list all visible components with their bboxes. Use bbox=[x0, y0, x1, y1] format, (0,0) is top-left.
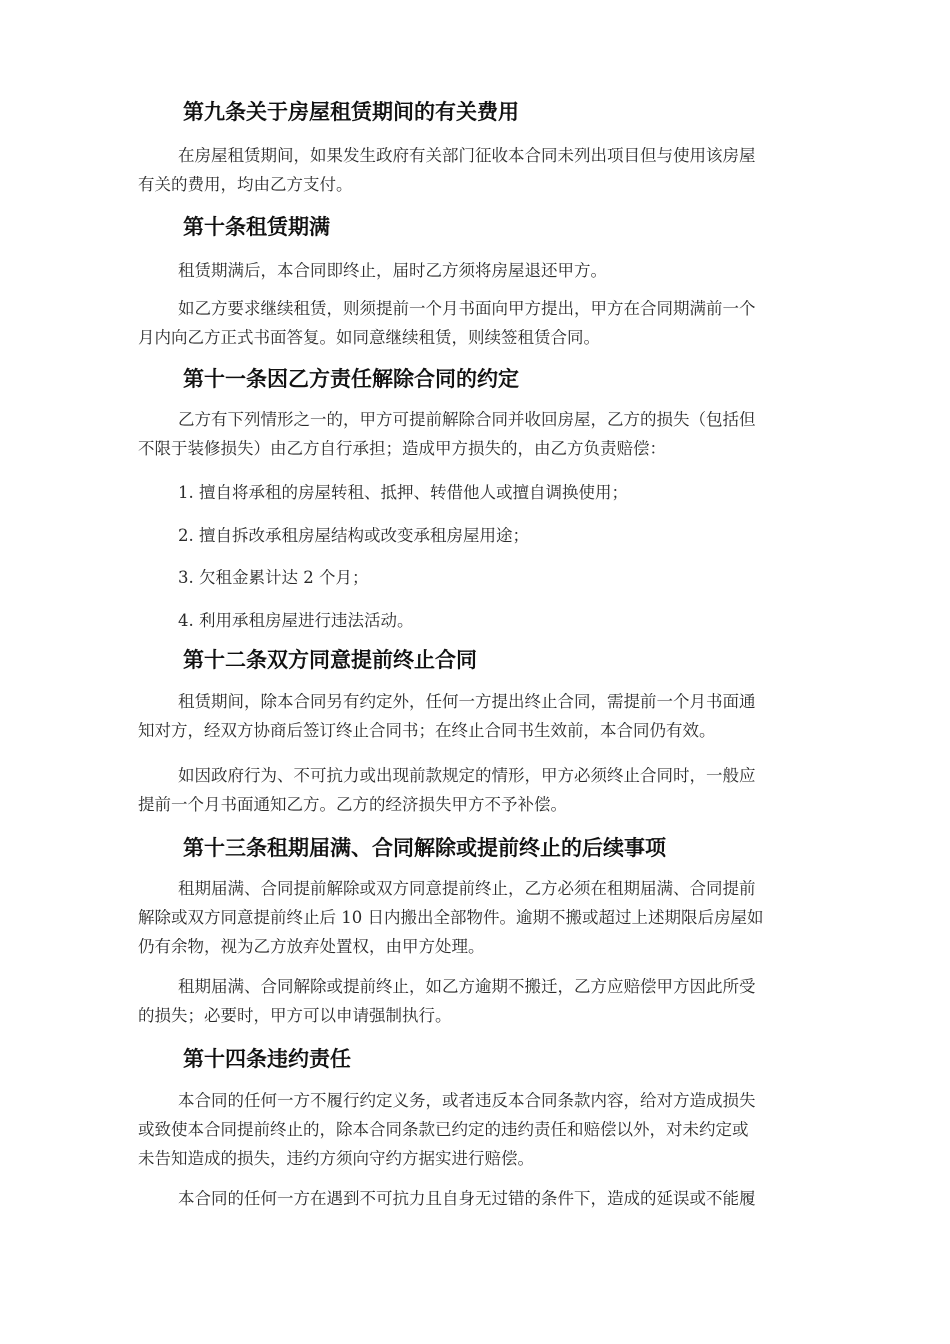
section-heading: 第十一条因乙方责任解除合同的约定 bbox=[183, 367, 519, 391]
paragraph-line: 知对方，经双方协商后签订终止合同书；在终止合同书生效前，本合同仍有效。 bbox=[138, 721, 716, 740]
paragraph-line: 的损失；必要时，甲方可以申请强制执行。 bbox=[138, 1006, 452, 1025]
paragraph-line: 如乙方要求继续租赁，则须提前一个月书面向甲方提出，甲方在合同期满前一个 bbox=[178, 299, 756, 318]
list-item: 2. 擅自拆改承租房屋结构或改变承租房屋用途； bbox=[178, 526, 529, 545]
paragraph-line: 本合同的任何一方在遇到不可抗力且自身无过错的条件下，造成的延误或不能履 bbox=[178, 1189, 756, 1208]
list-item: 1. 擅自将承租的房屋转租、抵押、转借他人或擅自调换使用； bbox=[178, 483, 628, 502]
section-heading: 第十三条租期届满、合同解除或提前终止的后续事项 bbox=[183, 836, 666, 860]
paragraph-line: 租期届满、合同解除或提前终止，如乙方逾期不搬迁，乙方应赔偿甲方因此所受 bbox=[178, 977, 756, 996]
section-heading: 第十二条双方同意提前终止合同 bbox=[183, 648, 477, 672]
list-item: 3. 欠租金累计达 2 个月； bbox=[178, 568, 369, 587]
section-heading: 第九条关于房屋租赁期间的有关费用 bbox=[183, 100, 519, 124]
paragraph-line: 未告知造成的损失，违约方须向守约方据实进行赔偿。 bbox=[138, 1149, 534, 1168]
paragraph-line: 在房屋租赁期间，如果发生政府有关部门征收本合同未列出项目但与使用该房屋 bbox=[178, 146, 756, 165]
paragraph-line: 解除或双方同意提前终止后 10 日内搬出全部物件。逾期不搬或超过上述期限后房屋如 bbox=[138, 908, 764, 927]
paragraph-line: 乙方有下列情形之一的，甲方可提前解除合同并收回房屋，乙方的损失（包括但 bbox=[178, 410, 756, 429]
paragraph-line: 提前一个月书面通知乙方。乙方的经济损失甲方不予补偿。 bbox=[138, 795, 567, 814]
paragraph-line: 租期届满、合同提前解除或双方同意提前终止，乙方必须在租期届满、合同提前 bbox=[178, 879, 756, 898]
paragraph-line: 不限于装修损失）由乙方自行承担；造成甲方损失的，由乙方负责赔偿： bbox=[138, 439, 666, 458]
paragraph-line: 仍有余物，视为乙方放弃处置权，由甲方处理。 bbox=[138, 937, 485, 956]
paragraph-line: 或致使本合同提前终止的，除本合同条款已约定的违约责任和赔偿以外，对未约定或 bbox=[138, 1120, 749, 1139]
paragraph-line: 月内向乙方正式书面答复。如同意继续租赁，则续签租赁合同。 bbox=[138, 328, 600, 347]
paragraph-line: 租赁期满后，本合同即终止，届时乙方须将房屋退还甲方。 bbox=[178, 261, 607, 280]
section-heading: 第十四条违约责任 bbox=[183, 1047, 351, 1071]
section-heading: 第十条租赁期满 bbox=[183, 215, 330, 239]
list-item: 4. 利用承租房屋进行违法活动。 bbox=[178, 611, 414, 630]
paragraph-line: 如因政府行为、不可抗力或出现前款规定的情形，甲方必须终止合同时，一般应 bbox=[178, 766, 756, 785]
paragraph-line: 本合同的任何一方不履行约定义务，或者违反本合同条款内容，给对方造成损失 bbox=[178, 1091, 756, 1110]
paragraph-line: 租赁期间，除本合同另有约定外，任何一方提出终止合同，需提前一个月书面通 bbox=[178, 692, 756, 711]
paragraph-line: 有关的费用，均由乙方支付。 bbox=[138, 175, 353, 194]
